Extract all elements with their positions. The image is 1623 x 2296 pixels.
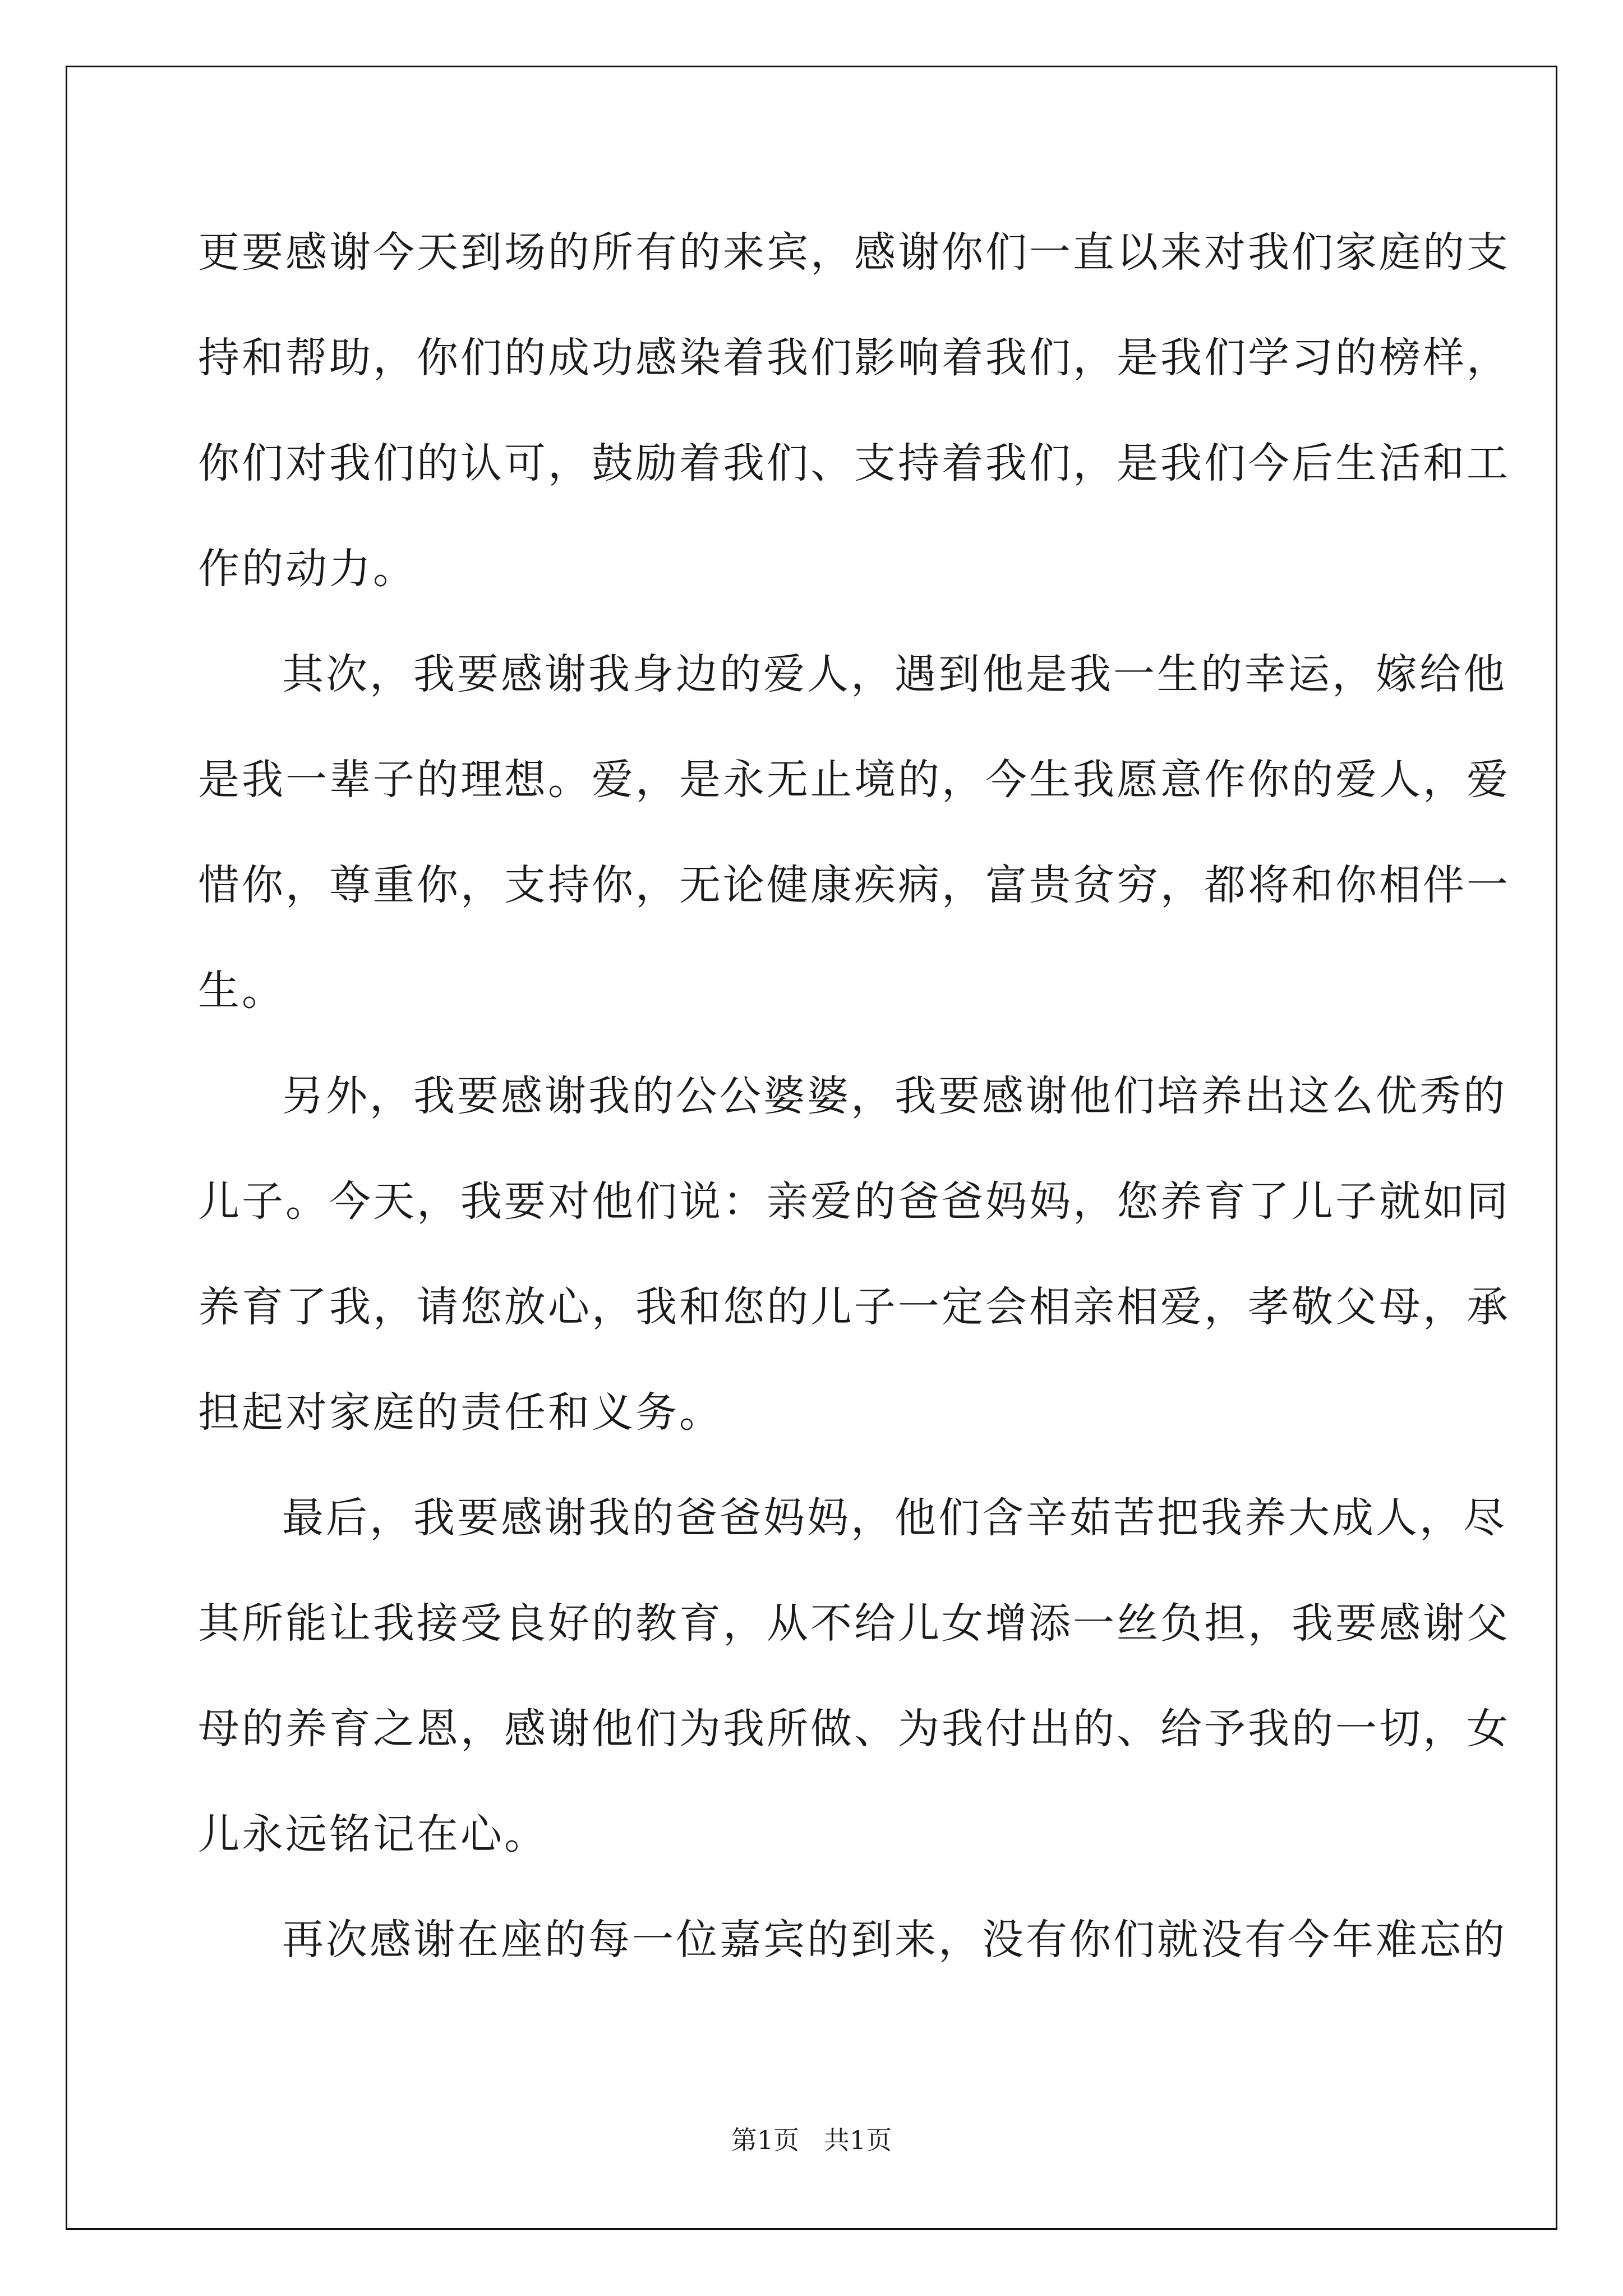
paragraph-start-line: 最后，我要感谢我的爸爸妈妈，他们含辛茹苦把我养大成人，尽 (282, 1494, 1507, 1542)
paragraph-start-line: 再次感谢在座的每一位嘉宾的到来，没有你们就没有今年难忘的 (282, 1916, 1507, 1964)
text-line: 担起对家庭的责任和义务。 (198, 1388, 723, 1437)
document-body (198, 219, 1510, 2012)
text-line: 惜你，尊重你，支持你，无论健康疾病，富贵贫穷，都将和你相伴一 (198, 861, 1510, 909)
text-line: 养育了我，请您放心，我和您的儿子一定会相亲相爱，孝敬父母，承 (198, 1283, 1510, 1331)
paragraph-start-line: 其次，我要感谢我身边的爱人，遇到他是我一生的幸运，嫁给他 (282, 650, 1507, 698)
text-line: 儿永远铭记在心。 (198, 1810, 548, 1858)
text-line: 儿子。今天，我要对他们说：亲爱的爸爸妈妈，您养育了儿子就如同 (198, 1177, 1510, 1226)
text-line: 是我一辈子的理想。爱，是永无止境的，今生我愿意作你的爱人，爱 (198, 756, 1510, 804)
text-line: 作的动力。 (198, 545, 417, 593)
text-line: 其所能让我接受良好的教育，从不给儿女增添一丝负担，我要感谢父 (198, 1599, 1510, 1648)
text-line: 持和帮助，你们的成功感染着我们影响着我们，是我们学习的榜样， (198, 334, 1510, 382)
paragraph-start-line: 另外，我要感谢我的公公婆婆，我要感谢他们培养出这么优秀的 (282, 1072, 1507, 1120)
text-line: 你们对我们的认可，鼓励着我们、支持着我们，是我们今后生活和工 (198, 439, 1510, 487)
text-line: 更要感谢今天到场的所有的来宾，感谢你们一直以来对我们家庭的支 (198, 228, 1510, 277)
page-number-footer: 第1页 共1页 (731, 2125, 892, 2155)
text-line: 母的养育之恩，感谢他们为我所做、为我付出的、给予我的一切，女 (198, 1705, 1510, 1753)
text-line: 生。 (198, 967, 285, 1015)
